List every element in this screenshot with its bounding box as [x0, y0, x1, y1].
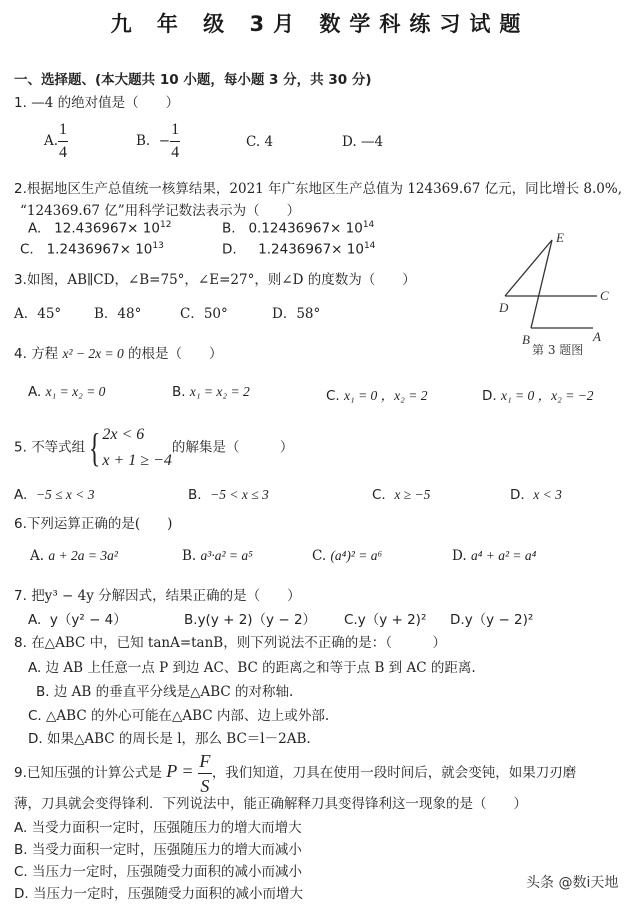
formula-denominator: S	[200, 776, 210, 796]
option-text: 当受力面积一定时，压强随压力的增大而增大	[31, 820, 302, 836]
option-5d	[510, 487, 562, 503]
option-3d	[272, 302, 320, 322]
option-1b: B. − $\frac{1}{4}$	[136, 121, 180, 161]
option-8d	[28, 727, 311, 747]
option-6b	[182, 548, 253, 564]
option-2a	[28, 220, 171, 237]
option-8b	[36, 680, 293, 700]
option-label: A.	[28, 660, 42, 676]
question-number: 5.	[14, 439, 27, 456]
question-1	[14, 91, 179, 111]
question-stem-post: 的解集是（ ）	[171, 439, 294, 456]
option-text: y（y² − 4）	[49, 612, 127, 628]
option-label: B.	[188, 487, 202, 503]
option-text: y（y − 2)²	[464, 612, 534, 628]
question-number: 3.	[14, 272, 27, 288]
inequality-system	[85, 422, 172, 474]
option-label: C.	[246, 134, 261, 150]
option-text: 边 AB 的垂直平分线是△ABC 的对称轴.	[53, 684, 294, 700]
option-label: D.	[222, 241, 237, 258]
option-text: 1.2436967× 10	[46, 241, 153, 258]
option-text: 45°	[37, 306, 62, 322]
option-text: 当压力一定时，压强随受力面积的减小而减小	[32, 864, 303, 880]
option-text: 边 AB 上任意一点 P 到边 AC、BC 的距离之和等于点 B 到 AC 的距离.	[45, 660, 476, 676]
option-1a	[44, 122, 68, 161]
option-text: −5 ≤ x < 3	[35, 487, 95, 502]
option-7c	[344, 608, 426, 628]
option-label: C.	[28, 708, 42, 724]
option-label: A.	[14, 820, 28, 836]
option-label: C.	[312, 548, 327, 564]
option-text: 48°	[117, 306, 142, 322]
option-4c	[326, 384, 427, 404]
option-5a	[14, 487, 95, 503]
question-number: 7.	[14, 588, 27, 604]
option-label: A.	[28, 612, 42, 628]
option-label: B.	[222, 220, 236, 237]
option-text: 58°	[296, 306, 321, 322]
question-number: 8.	[14, 635, 27, 651]
question-stem: 如图，AB∥CD，∠B=75°，∠E=27°，则∠D 的度数为（ ）	[26, 272, 416, 288]
question-stem: 下列运算正确的是( )	[26, 516, 173, 532]
question-8	[14, 631, 446, 651]
option-label: D.	[482, 388, 497, 404]
option-4a	[28, 384, 105, 400]
option-2b	[222, 220, 374, 237]
option-label: B.	[14, 842, 28, 858]
option-4d	[482, 384, 594, 404]
option-label: D.	[450, 612, 465, 628]
option-text: 4	[264, 134, 274, 150]
option-text: a + 2a = 3a²	[48, 548, 118, 563]
question-number: 9.	[14, 765, 27, 781]
figure-caption: 第 3 题图	[532, 343, 584, 357]
point-b-label: B	[522, 332, 530, 347]
option-text: △ABC 的外心可能在△ABC 内部、边上或外部.	[46, 708, 330, 724]
option-6a	[30, 548, 118, 564]
option-9d	[14, 882, 303, 902]
inequality-1: 2x < 6	[102, 426, 145, 443]
option-3c	[180, 302, 228, 322]
question-3	[14, 268, 416, 288]
option-label: B.	[182, 548, 197, 564]
option-label: B.	[36, 684, 50, 700]
option-label: A.	[30, 548, 45, 564]
option-8a	[28, 656, 476, 676]
option-label: D.	[510, 487, 525, 503]
option-label: B.	[184, 612, 198, 628]
option-5c	[372, 487, 430, 503]
exponent: 13	[152, 241, 164, 251]
question-number: 6.	[14, 516, 27, 532]
question-stem: —4 的绝对值是（ ）	[31, 95, 180, 111]
brace-icon: {	[89, 425, 101, 470]
geometry-figure	[490, 226, 620, 361]
question-number: 1.	[14, 95, 27, 111]
option-text: y(y + 2)（y − 2）	[197, 612, 317, 628]
option-2c	[20, 241, 164, 258]
option-text: (a⁴)² = a⁶	[330, 548, 383, 563]
exponent: 14	[363, 241, 376, 251]
option-6d	[452, 548, 536, 564]
question-stem-pre: 不等式组	[31, 439, 86, 456]
question-4	[14, 342, 223, 362]
option-label: C．	[180, 306, 204, 322]
point-d-label: D	[499, 300, 509, 315]
fraction-one-quarter: $\frac{1}{4}$	[171, 121, 180, 161]
option-7a	[28, 608, 127, 628]
option-3a	[14, 302, 61, 322]
point-e-label: E	[556, 230, 564, 245]
question-stem-post: ，我们知道，刀具在使用一段时间后，就会变钝，如果刀刃磨	[211, 765, 577, 781]
formula-lhs: P =	[166, 761, 194, 781]
question-7	[14, 584, 301, 604]
option-9c	[14, 860, 302, 880]
option-label: A.	[14, 487, 28, 503]
option-label: A.	[44, 133, 59, 149]
option-3b	[94, 302, 141, 322]
option-label: C.	[20, 241, 34, 258]
option-text: 0.12436967× 10	[248, 220, 363, 237]
option-label: D.	[342, 134, 357, 150]
option-text: 1.2436967× 10	[258, 241, 364, 258]
exponent: 14	[362, 220, 375, 230]
option-text: −5 < x ≤ 3	[210, 487, 269, 502]
option-label: B.	[136, 133, 151, 149]
option-text: x₁ = 0 ，x₂ = −2	[500, 388, 594, 403]
option-label: A．	[14, 306, 38, 322]
formula-numerator: F	[199, 751, 211, 771]
option-1c	[246, 134, 273, 150]
option-label: B.	[172, 384, 186, 400]
exponent: 12	[159, 220, 172, 230]
question-9-line2: 薄，刀具就会变得锋利．下列说法中，能正确解释刀具变得锋利这一现象的是（ ）	[14, 796, 527, 812]
option-label: D．	[272, 306, 297, 322]
equation: x² − 2x = 0	[62, 346, 124, 361]
option-text: x ≥ −5	[394, 487, 431, 502]
option-7b	[184, 608, 316, 628]
option-label: C.	[326, 388, 340, 404]
option-label: A.	[28, 220, 42, 237]
option-label: D.	[28, 731, 43, 747]
option-text: a⁴ + a² = a⁴	[470, 548, 537, 563]
section-heading: 一、选择题、(本大题共 10 小题，每小题 3 分，共 30 分)	[14, 72, 372, 88]
option-text: x < 3	[533, 487, 562, 502]
option-text: 当受力面积一定时，压强随压力的增大而减小	[31, 842, 302, 858]
question-5	[14, 422, 293, 474]
question-stem-pre: 方程	[31, 346, 59, 362]
option-label: D.	[14, 886, 29, 902]
inequality-2: x + 1 ≥ −4	[102, 452, 172, 469]
question-stem-post: 的根是（ ）	[128, 346, 223, 362]
option-9b	[14, 838, 302, 858]
option-text: x₁ = 0 ，x₂ = 2	[344, 388, 428, 403]
formula-fraction	[198, 752, 212, 795]
option-5b	[188, 487, 269, 503]
question-number: 4.	[14, 346, 27, 362]
option-label: C.	[372, 487, 386, 503]
option-label: B．	[94, 306, 118, 322]
option-text: x₁ = x₂ = 2	[189, 384, 250, 399]
question-stem-pre: 已知压强的计算公式是	[26, 765, 162, 781]
option-label: D.	[452, 548, 467, 564]
option-2d	[222, 241, 375, 258]
point-c-label: C	[600, 288, 609, 303]
fraction-one-quarter: $\frac{1}{4}$	[59, 121, 68, 161]
option-6c	[312, 548, 382, 564]
option-text: y（y + 2)²	[357, 612, 427, 628]
question-number: 2.	[14, 181, 27, 197]
watermark: 头条 @数i天地	[526, 875, 619, 891]
question-2-line2: “124369.67 亿”用科学记数法表示为（ ）	[20, 203, 301, 219]
option-1d	[342, 134, 383, 150]
option-text: 如果△ABC 的周长是 l，那么 BC＝l－2AB.	[46, 731, 311, 747]
option-text: 当压力一定时，压强随受力面积的减小而增大	[32, 886, 303, 902]
option-9a	[14, 816, 302, 836]
option-label: C.	[14, 864, 28, 880]
option-4b	[172, 384, 250, 400]
option-text: —4	[360, 134, 384, 150]
option-label: A.	[28, 384, 42, 400]
question-stem-line1: 根据地区生产总值统一核算结果，2021 年广东地区生产总值为 124369.67 亿元，同比增长 8.0%,	[26, 181, 623, 197]
page-title: 九 年 级 3月 数学科练习试题	[110, 12, 530, 36]
question-2	[14, 177, 622, 197]
option-label: C.	[344, 612, 358, 628]
question-9	[14, 752, 576, 795]
question-stem: 在△ABC 中，已知 tanA=tanB，则下列说法不正确的是：（ ）	[31, 635, 446, 651]
option-7d	[450, 608, 533, 628]
point-a-label: A	[593, 329, 601, 344]
question-6	[14, 512, 172, 532]
question-stem: 把y³ − 4y 分解因式，结果正确的是（ ）	[31, 588, 301, 604]
option-text: 50°	[203, 306, 228, 322]
option-text: x₁ = x₂ = 0	[45, 384, 106, 399]
option-8c	[28, 704, 329, 724]
option-text: a³·a² = a⁵	[200, 548, 253, 563]
option-text: 12.436967× 10	[54, 220, 160, 237]
